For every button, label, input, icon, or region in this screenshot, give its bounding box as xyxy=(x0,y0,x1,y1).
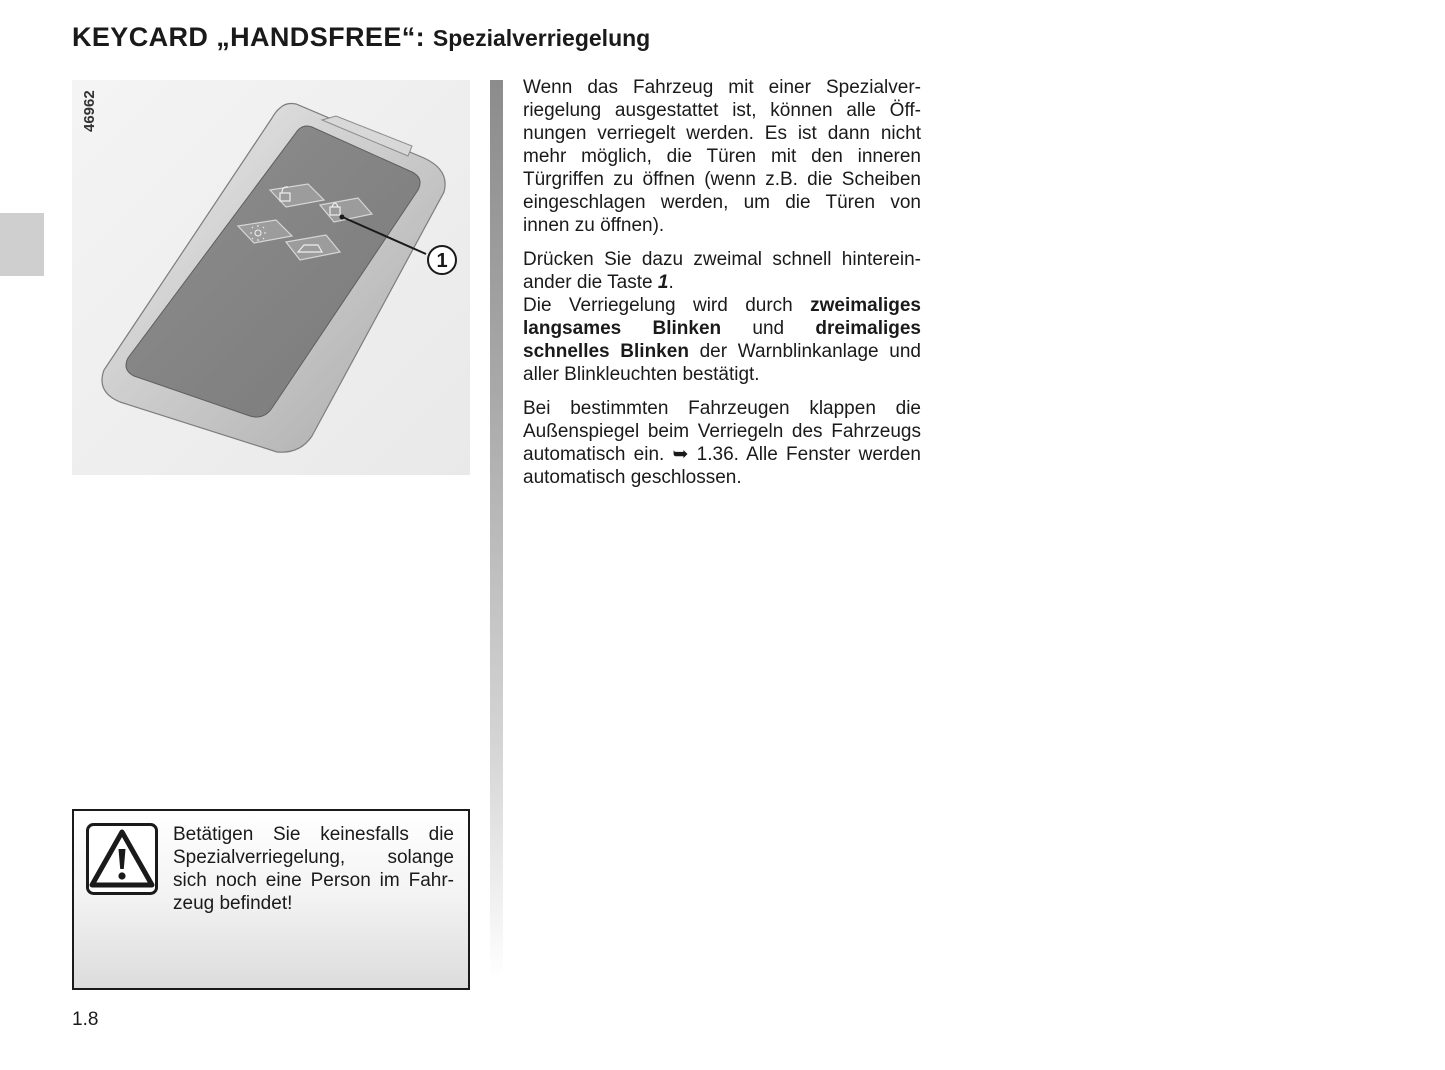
title-main: KEYCARD „HANDSFREE“: xyxy=(72,22,426,52)
page-number: 1.8 xyxy=(72,1009,99,1030)
paragraph-3: Die Verriegelung wird durch zweimaliges langsames Blinken und dreimaliges schnelles Blinken der Warnblinkanlage und aller Blinkleuchten bestätigt. xyxy=(523,295,921,385)
paragraph-4: Bei bestimmten Fahrzeugen klappen die Außenspiegel beim Verriegeln des Fahrzeugs automatisch ein. ➥ 1.36. Alle Fenster werden automatisch geschlossen. xyxy=(523,398,921,488)
main-text xyxy=(523,76,921,500)
figure-reference-number: 46962 xyxy=(81,90,98,132)
warning-text: Betätigen Sie keinesfalls die Spezialverriegelung, solange sich noch eine Person im Fahrzeug befindet! xyxy=(173,824,454,914)
paragraph-2: Drücken Sie dazu zweimal schnell hintereinander die Taste 1. xyxy=(523,249,921,293)
page-reference-arrow-icon: ➥ xyxy=(672,444,689,465)
page-title xyxy=(72,22,650,53)
key-reference: 1 xyxy=(657,272,669,293)
warning-box xyxy=(72,809,470,990)
paragraph-1: Wenn das Fahrzeug mit einer Spezialverriegelung ausgestattet ist, können alle Öffnungen verriegelt werden. Es ist dann nicht mehr möglich, die Türen mit den inneren Türgriffen zu öffnen (wenn z.B. die Scheiben eingeschlagen werden, um die Türen von innen zu öffnen). xyxy=(523,77,921,236)
chapter-tab xyxy=(0,213,44,276)
title-subtitle: Spezialverriegelung xyxy=(432,25,651,51)
column-divider xyxy=(490,80,503,980)
warning-triangle-icon xyxy=(86,823,158,895)
callout-label: 1 xyxy=(436,250,448,272)
keycard-illustration xyxy=(72,80,470,475)
